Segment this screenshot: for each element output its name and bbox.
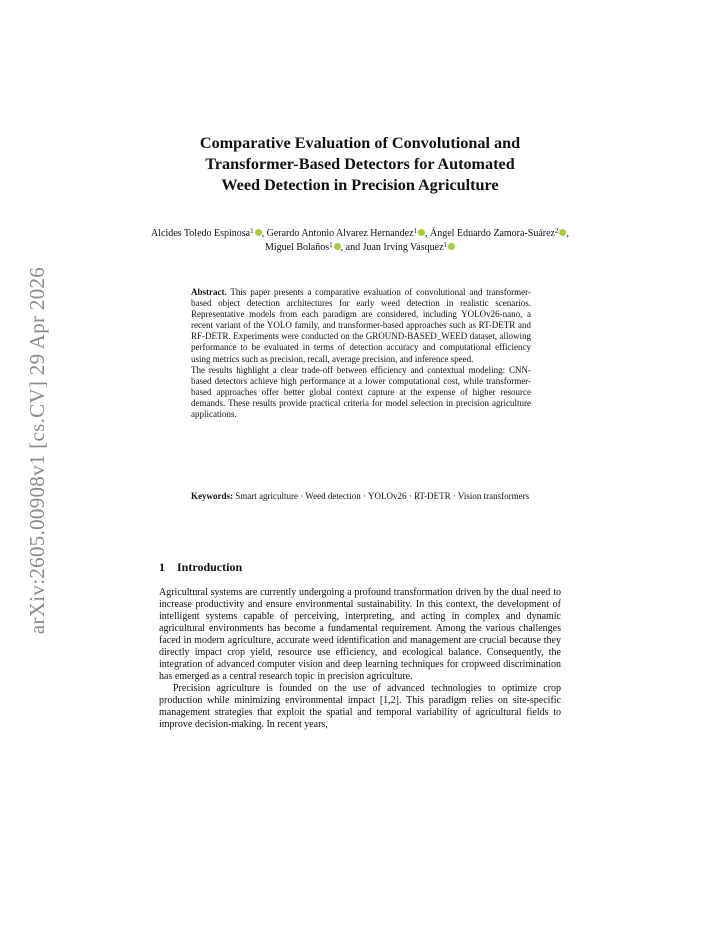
- arxiv-sidebar-stamp: [18, 250, 58, 650]
- author: Miguel Bolaños$^1$ , and: [264, 240, 363, 253]
- orcid-icon[interactable]: [448, 243, 455, 250]
- orcid-icon[interactable]: [418, 229, 425, 236]
- author-name: Juan Irving Vasquez: [362, 241, 444, 253]
- keywords: [191, 491, 531, 502]
- author-affiliation: 1: [250, 227, 254, 235]
- abstract-paragraph: [191, 287, 531, 365]
- arxiv-identifier: arXiv:2605.00908v1 [cs.CV] 29 Apr 2026: [25, 266, 50, 634]
- body-paragraph: Precision agriculture is founded on the use of advanced technologies to optimize crop production while minimizing environmental impact [1,2]. This paradigm relies on site-specific management strategies that exploit the spatial and temporal variability of agricultural fields to improve decision-making. In recent years,: [159, 683, 561, 730]
- author: Ángel Eduardo Zamora-Suárez$^2$ ,: [430, 227, 569, 239]
- author-affiliation: 2: [554, 227, 559, 235]
- title-line-3: Weed Detection in Precision Agriculture: [221, 176, 499, 194]
- body-paragraph: Agricultural systems are currently undergoing a profound transformation driven by the dual need to increase productivity and ensure environmental sustainability. In this context, the development of intelligent systems capable of perceiving, interpreting, and acting in complex and dynamic agricultural environments has become a fundamental requirement. Among the various challenges faced in modern agriculture, accurate weed identification and management are crucial because they directly impact crop yield, resource use efficiency, and ecological balance. Consequently, the integration of advanced computer vision and deep learning techniques for cropweed discrimination has emerged as a central research topic in precision agriculture.: [159, 587, 561, 682]
- orcid-icon[interactable]: [334, 243, 341, 250]
- abstract-paragraph: The results highlight a clear trade-off between efficiency and contextual modeling: CNN-based detectors achieve high performance at a lower computational cost, while transformer-based approaches offer better global context capture at the expense of higher resource demands. These results provide practical criteria for model selection in precision agriculture applications.: [191, 364, 531, 420]
- abstract: [191, 287, 531, 420]
- author: Gerardo Antonio Alvarez Hernandez$^1$ ,: [266, 227, 431, 239]
- author-list: [150, 227, 570, 254]
- abstract-text: This paper presents a comparative evaluation of convolutional and transformer-based object detection architectures for early weed detection in realistic scenarios. Representative models from each paradigm are considered, including YOLOv26-nano, a recent variant of the YOLO family, and transformer-based approaches such as RT-DETR and RF-DETR. Experiments were conducted on the GROUND-BASED_WEED dataset, allowing performance to be evaluated in terms of detection accuracy and computational efficiency using metrics such as precision, recall, average precision, and inference speed.: [191, 287, 531, 364]
- section-title: Introduction: [177, 560, 243, 574]
- author-name: Ángel Eduardo Zamora-Suárez: [430, 228, 555, 239]
- section-heading: [159, 560, 242, 575]
- author: [363, 242, 455, 253]
- orcid-icon[interactable]: [255, 229, 262, 236]
- title-line-2: Transformer-Based Detectors for Automated: [205, 155, 515, 173]
- author: Alcides Toledo Espinosa$^1$ ,: [151, 227, 267, 239]
- author-affiliation: 1: [443, 240, 448, 249]
- author-name: Gerardo Antonio Alvarez Hernandez: [266, 228, 414, 239]
- keywords-text: Smart agriculture · Weed detection · YOLOv26 · RT-DETR · Vision transformers: [235, 491, 530, 501]
- author-affiliation: 1: [413, 227, 418, 235]
- paper-title: [140, 133, 580, 196]
- keywords-label: Keywords:: [191, 491, 233, 501]
- introduction-body: [159, 587, 561, 731]
- abstract-label: Abstract.: [191, 287, 227, 297]
- author-name: Miguel Bolaños: [264, 241, 330, 253]
- author-name: Alcides Toledo Espinosa: [151, 228, 251, 239]
- title-line-1: Comparative Evaluation of Convolutional and: [199, 134, 521, 152]
- author-affiliation: 1: [329, 240, 333, 249]
- section-number: 1: [159, 560, 165, 574]
